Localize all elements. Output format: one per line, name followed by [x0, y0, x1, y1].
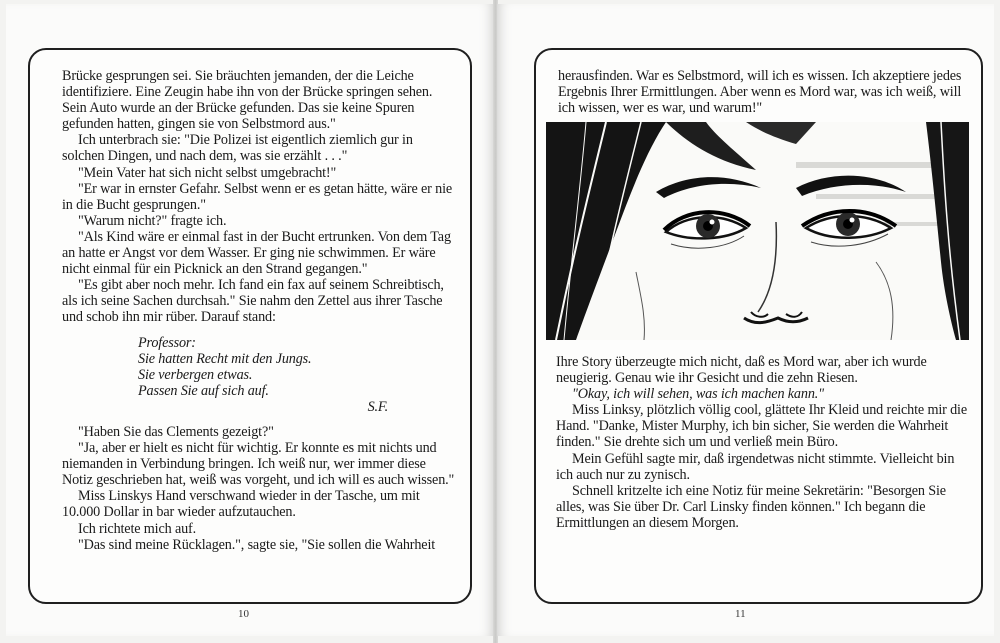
paragraph: Brücke gesprungen sei. Sie bräuchten jemanden, der die Leiche identifiziere. Eine Zeugin habe ihn von der Brücke springen sehen.	[62, 68, 433, 101]
paragraph: Miss Linksy, plötzlich völlig cool, glättete Ihr Kleid und reichte mir die Hand. "Danke, Mister Murphy, ich bin sicher, Sie werden die Wahrheit finden." Sie drehte sich um und verließ mein Büro.	[556, 402, 967, 451]
fax-note-line: Sie verbergen etwas.	[138, 366, 253, 383]
right-page	[497, 4, 994, 636]
paragraph: "Als Kind wäre er einmal fast in der Bucht ertrunken. Von dem Tag an hatte er Angst vor dem Wasser. Er ging nie schwimmen. Er wäre nicht einmal für ein Picknick an den Strand gegangen."	[62, 228, 451, 278]
face-illustration	[546, 122, 969, 340]
paragraph: "Es gibt aber noch mehr. Ich fand ein fax auf seinem Schreibtisch, als ich seine Sachen durchsah." Sie nahm den Zettel aus ihrer Tasche und schob ihn mir rüber. Darauf stand:	[62, 277, 444, 326]
left-page	[6, 4, 494, 636]
paragraph: Ich richtete mich auf.	[78, 520, 197, 537]
paragraph: "Ja, aber er hielt es nicht für wichtig. Er konnte es mit nichts und niemanden in Verbindung bringen. Ich weiß nur, wer immer diese Notiz geschrieben hat, weiß was vorgeht, und ich will es auch wissen."	[62, 440, 455, 489]
fax-note-line: Sie hatten Recht mit den Jungs.	[138, 350, 312, 367]
page-number: 10	[238, 608, 249, 620]
paragraph: Schnell kritzelte ich eine Notiz für meine Sekretärin: "Besorgen Sie alles, was Sie über Dr. Carl Linsky finden können." Ich begann die Ermittlungen an diesem Morgen.	[556, 482, 946, 531]
fax-note-line: Passen Sie auf sich auf.	[138, 382, 269, 399]
paragraph: "Er war in ernster Gefahr. Selbst wenn er es getan hätte, wäre er nie in die Bucht gesprungen."	[62, 180, 453, 213]
paragraph: "Haben Sie das Clements gezeigt?"	[78, 423, 274, 440]
paragraph: "Mein Vater hat sich nicht selbst umgebracht!"	[78, 164, 337, 181]
paragraph: "Warum nicht?" fragte ich.	[78, 212, 227, 229]
right-page-frame	[534, 48, 983, 604]
paragraph: "Okay, ich will sehen, was ich machen kann."	[572, 386, 824, 403]
paragraph: "Das sind meine Rücklagen.", sagte sie, "Sie sollen die Wahrheit	[78, 536, 436, 553]
paragraph: Sein Auto wurde an der Brücke gefunden. Das sie keine Spuren gefunden hatten, gingen sie von Selbstmord aus."	[62, 100, 415, 133]
right-page-text-bottom	[556, 354, 968, 531]
fax-note-line: Professor:	[138, 334, 196, 351]
right-page-text-top	[558, 68, 968, 116]
paragraph: Mein Gefühl sagte mir, daß irgendetwas nicht stimmte. Vielleicht bin ich auch nur zu zynisch.	[556, 450, 955, 483]
paragraph: Miss Linskys Hand verschwand wieder in der Tasche, um mit 10.000 Dollar in bar wieder aufzutauchen.	[62, 488, 420, 521]
paragraph: Ihre Story überzeugte mich nicht, daß es Mord war, aber ich wurde neugierig. Genau wie ihr Gesicht und die zehn Riesen.	[556, 354, 927, 387]
left-page-text	[62, 68, 458, 553]
fax-signature: S.F.	[367, 398, 388, 415]
paragraph: herausfinden. War es Selbstmord, will ich es wissen. Ich akzeptiere jedes Ergebnis Ihrer Ermittlungen. Aber wenn es Mord war, was ich weiß, will ich wissen, wer es war, und warum!"	[558, 68, 962, 117]
page-number: 11	[735, 608, 746, 620]
paragraph: Ich unterbrach sie: "Die Polizei ist eigentlich ziemlich gur in solchen Dingen, und nach dem, was sie erzählt . . ."	[62, 132, 413, 165]
left-page-frame	[28, 48, 472, 604]
